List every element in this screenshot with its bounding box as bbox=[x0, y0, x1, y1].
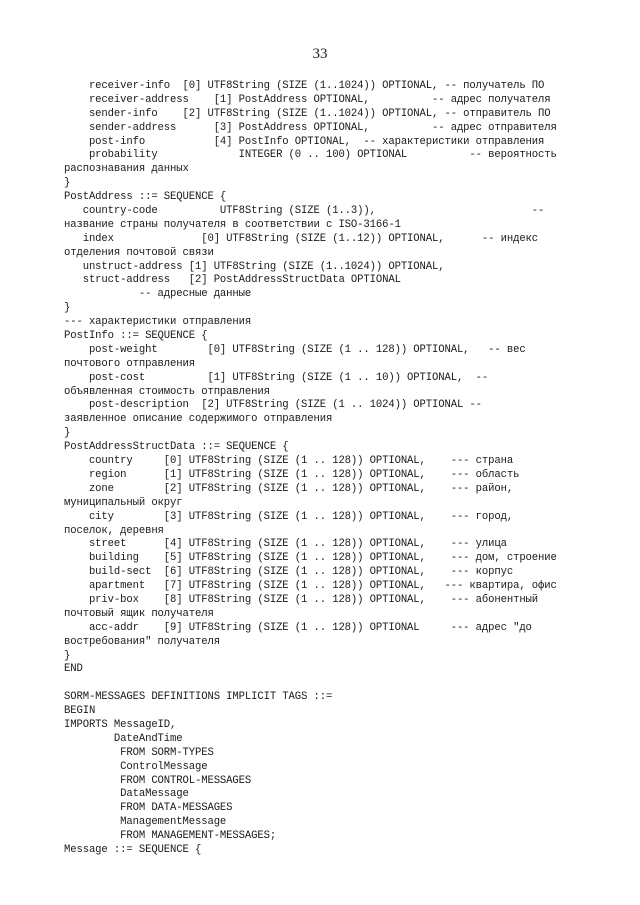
code-line: DataMessage bbox=[64, 788, 189, 801]
code-line: Message ::= SEQUENCE { bbox=[64, 843, 202, 856]
code-line: street [4] UTF8String (SIZE (1 .. 128)) OPTIONAL, --- улица bbox=[64, 538, 507, 551]
code-line: поселок, деревня bbox=[64, 524, 164, 537]
code-line: post-description [2] UTF8String (SIZE (1 .. 1024)) OPTIONAL -- bbox=[64, 399, 482, 412]
code-line: FROM SORM-TYPES bbox=[64, 746, 214, 759]
code-line: } bbox=[64, 302, 71, 315]
code-line: } bbox=[64, 427, 71, 440]
code-line: почтового отправления bbox=[64, 357, 195, 370]
code-line: receiver-address [1] PostAddress OPTIONAL, -- адрес получателя bbox=[64, 93, 551, 106]
code-line: sender-address [3] PostAddress OPTIONAL, -- адрес отправителя bbox=[64, 121, 557, 134]
code-line: index [0] UTF8String (SIZE (1..12)) OPTIONAL, -- индекс bbox=[64, 232, 539, 245]
code-line: FROM DATA-MESSAGES bbox=[64, 802, 233, 815]
code-line: acc-addr [9] UTF8String (SIZE (1 .. 128)) OPTIONAL --- адрес "до bbox=[64, 621, 532, 634]
code-line: receiver-info [0] UTF8String (SIZE (1..1024)) OPTIONAL, -- получатель ПО bbox=[64, 80, 545, 92]
code-line: PostInfo ::= SEQUENCE { bbox=[64, 330, 208, 343]
code-line: unstruct-address [1] UTF8String (SIZE (1..1024)) OPTIONAL, bbox=[64, 260, 445, 273]
code-line: почтовый ящик получателя bbox=[64, 607, 214, 620]
code-line: region [1] UTF8String (SIZE (1 .. 128)) OPTIONAL, --- область bbox=[64, 468, 520, 481]
code-line: распознавания данных bbox=[64, 163, 189, 176]
code-line: PostAddressStructData ::= SEQUENCE { bbox=[64, 441, 289, 454]
code-line: DateAndTime bbox=[64, 732, 183, 745]
code-line: FROM MANAGEMENT-MESSAGES; bbox=[64, 830, 277, 843]
code-line: post-weight [0] UTF8String (SIZE (1 .. 128)) OPTIONAL, -- вес bbox=[64, 343, 526, 356]
code-line: sender-info [2] UTF8String (SIZE (1..1024)) OPTIONAL, -- отправитель ПО bbox=[64, 107, 551, 120]
code-line: country-code UTF8String (SIZE (1..3)), -- bbox=[64, 205, 545, 218]
code-line: struct-address [2] PostAddressStructData OPTIONAL bbox=[64, 274, 401, 287]
code-line: название страны получателя в соответствии с ISO-3166-1 bbox=[64, 218, 401, 231]
code-line: SORM-MESSAGES DEFINITIONS IMPLICIT TAGS ::= bbox=[64, 691, 333, 704]
code-line: заявленное описание содержимого отправления bbox=[64, 413, 333, 426]
code-line: country [0] UTF8String (SIZE (1 .. 128)) OPTIONAL, --- страна bbox=[64, 455, 514, 468]
code-line: probability INTEGER (0 .. 100) OPTIONAL -- вероятность bbox=[64, 149, 557, 162]
code-line: востребования" получателя bbox=[64, 635, 220, 648]
code-line: --- характеристики отправления bbox=[64, 316, 252, 329]
code-line: -- адресные данные bbox=[64, 288, 252, 301]
code-line: PostAddress ::= SEQUENCE { bbox=[64, 191, 227, 204]
code-line: объявленная стоимость отправления bbox=[64, 385, 270, 398]
code-line: } bbox=[64, 177, 71, 190]
page-number: 33 bbox=[312, 46, 328, 62]
code-line: zone [2] UTF8String (SIZE (1 .. 128)) OPTIONAL, --- район, bbox=[64, 482, 514, 495]
code-line: } bbox=[64, 649, 71, 662]
code-line: ControlMessage bbox=[64, 760, 208, 773]
code-line: FROM CONTROL-MESSAGES bbox=[64, 774, 252, 787]
code-block bbox=[64, 80, 624, 858]
code-line: BEGIN bbox=[64, 705, 96, 718]
code-line: city [3] UTF8String (SIZE (1 .. 128)) OPTIONAL, --- город, bbox=[64, 510, 514, 523]
code-line: building [5] UTF8String (SIZE (1 .. 128)) OPTIONAL, --- дом, строение bbox=[64, 552, 557, 565]
code-line: post-cost [1] UTF8String (SIZE (1 .. 10)) OPTIONAL, -- bbox=[64, 371, 489, 384]
code-line: priv-box [8] UTF8String (SIZE (1 .. 128)) OPTIONAL, --- абонентный bbox=[64, 593, 539, 606]
code-line: муниципальный округ bbox=[64, 496, 183, 509]
code-line: IMPORTS MessageID, bbox=[64, 718, 177, 731]
code-line: END bbox=[64, 663, 83, 676]
code-line: ManagementMessage bbox=[64, 816, 227, 829]
code-line bbox=[64, 677, 624, 691]
code-line: build-sect [6] UTF8String (SIZE (1 .. 128)) OPTIONAL, --- корпус bbox=[64, 566, 514, 579]
code-line: отделения почтовой связи bbox=[64, 246, 214, 259]
code-line: post-info [4] PostInfo OPTIONAL, -- характеристики отправления bbox=[64, 135, 545, 148]
code-line: apartment [7] UTF8String (SIZE (1 .. 128)) OPTIONAL, --- квартира, офис bbox=[64, 580, 557, 593]
